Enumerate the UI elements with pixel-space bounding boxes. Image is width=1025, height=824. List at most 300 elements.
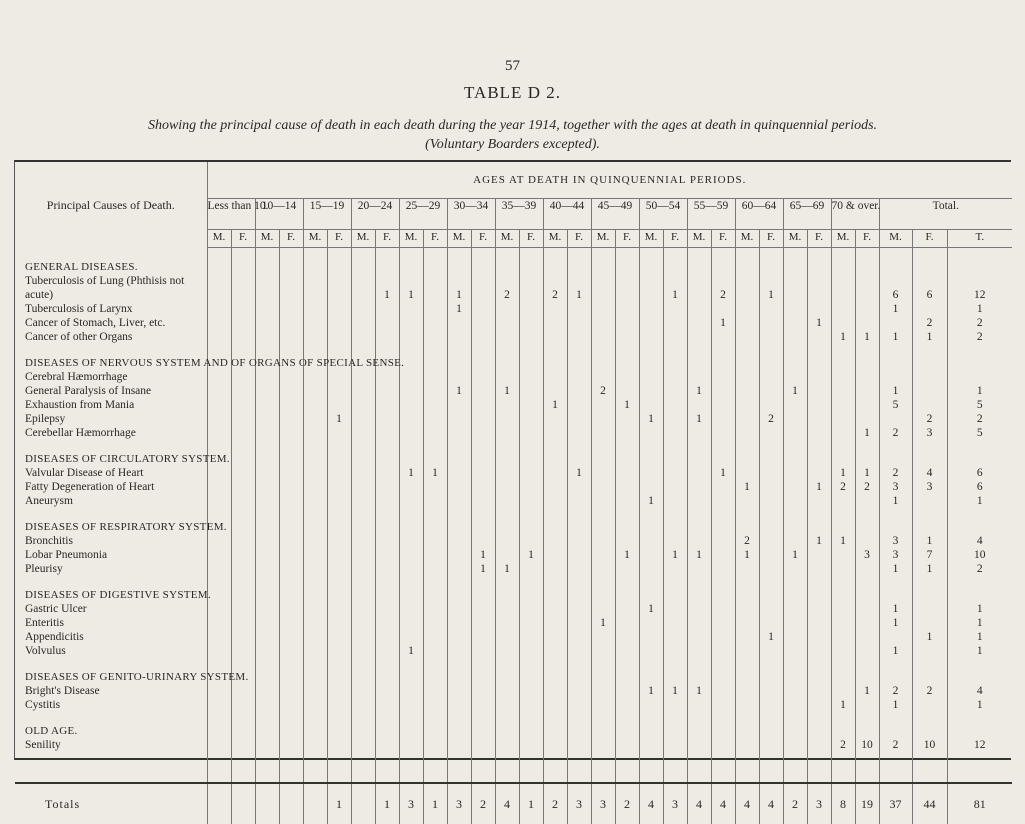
gap-cell [471, 248, 495, 261]
gap-cell [471, 712, 495, 724]
table-cell [735, 452, 759, 466]
table-cell [255, 494, 279, 508]
table-cell [711, 724, 735, 738]
table-cell [639, 670, 663, 684]
table-cell [807, 288, 831, 302]
table-cell [207, 274, 231, 288]
age-group-header: Less than 10. [207, 199, 255, 230]
table-cell [399, 588, 423, 602]
table-cell [231, 534, 255, 548]
gap-cell [327, 712, 351, 724]
gap-cell [375, 752, 399, 783]
gap-cell [947, 508, 1012, 520]
table-cell [279, 302, 303, 316]
table-cell [831, 384, 855, 398]
table-cell [303, 398, 327, 412]
total-header: Total. [879, 199, 1012, 230]
table-cell [303, 548, 327, 562]
table-cell [423, 520, 447, 534]
gap-cell [207, 658, 231, 670]
table-cell: 1 [447, 288, 471, 302]
gap-cell [351, 440, 375, 452]
table-cell [495, 616, 519, 630]
table-cell [783, 452, 807, 466]
table-cell [783, 724, 807, 738]
table-cell [807, 452, 831, 466]
table-cell [351, 316, 375, 330]
table-cell [591, 644, 615, 658]
table-cell [351, 588, 375, 602]
table-cell [399, 260, 423, 274]
gap-cell [711, 752, 735, 783]
gap-cell [639, 508, 663, 520]
table-cell [543, 548, 567, 562]
table-cell [591, 370, 615, 384]
table-cell [615, 670, 639, 684]
table-cell [567, 670, 591, 684]
table-cell [447, 520, 471, 534]
table-cell: 3 [879, 480, 912, 494]
table-cell [375, 588, 399, 602]
table-cell [279, 384, 303, 398]
table-cell [207, 412, 231, 426]
table-cell [495, 698, 519, 712]
table-cell [399, 562, 423, 576]
table-cell [351, 288, 375, 302]
gap-cell [375, 344, 399, 356]
table-cell [759, 370, 783, 384]
table-cell [375, 330, 399, 344]
table-cell [783, 534, 807, 548]
table-cell [567, 480, 591, 494]
table-cell [735, 520, 759, 534]
table-cell [711, 588, 735, 602]
table-cell: 1 [807, 316, 831, 330]
table-cell [207, 370, 231, 384]
table-row [15, 602, 1012, 616]
gap-cell [279, 658, 303, 670]
gap-cell [351, 248, 375, 261]
gap-cell [591, 344, 615, 356]
section-title: OLD AGE. [25, 725, 78, 737]
table-cell: 1 [759, 630, 783, 644]
table-cell [567, 316, 591, 330]
table-cell [303, 698, 327, 712]
section-title-row [15, 260, 1012, 274]
gap-cell [447, 440, 471, 452]
table-cell [912, 398, 947, 412]
gap-cell [351, 508, 375, 520]
table-cell [231, 630, 255, 644]
table-cell: 1 [831, 698, 855, 712]
table-cell [639, 302, 663, 316]
cause-label: Enteritis [25, 617, 64, 629]
table-cell: 1 [423, 466, 447, 480]
table-cell [207, 616, 231, 630]
male-header: M. [207, 230, 231, 248]
table-cell [375, 724, 399, 738]
table-cell [663, 384, 687, 398]
table-cell [912, 274, 947, 288]
table-cell [495, 644, 519, 658]
table-cell [351, 698, 375, 712]
table-cell [831, 562, 855, 576]
table-cell [783, 630, 807, 644]
gap-cell [543, 440, 567, 452]
table-cell [375, 412, 399, 426]
gap-cell [879, 712, 912, 724]
table-cell: 1 [687, 684, 711, 698]
male-header: M. [639, 230, 663, 248]
table-cell [327, 316, 351, 330]
table-cell: 1 [912, 630, 947, 644]
table-cell [399, 452, 423, 466]
table-cell [687, 466, 711, 480]
gap-cell [831, 344, 855, 356]
table-cell [279, 466, 303, 480]
table-cell [423, 274, 447, 288]
cause-label: Cancer of other Organs [25, 331, 133, 343]
table-cell [471, 724, 495, 738]
table-cell [759, 480, 783, 494]
table-cell [615, 330, 639, 344]
table-cell [423, 330, 447, 344]
table-cell [471, 288, 495, 302]
table-cell [947, 520, 1012, 534]
table-cell [711, 602, 735, 616]
table-cell [447, 630, 471, 644]
section-title: DISEASES OF CIRCULATORY SYSTEM. [25, 453, 230, 465]
table-cell [375, 698, 399, 712]
gap-cell [879, 248, 912, 261]
table-cell [687, 288, 711, 302]
table-cell [687, 398, 711, 412]
gap-cell [231, 712, 255, 724]
gap-cell [663, 752, 687, 783]
table-cell [399, 330, 423, 344]
gap-cell [615, 576, 639, 588]
gap-cell [783, 712, 807, 724]
table-cell: 1 [495, 562, 519, 576]
table-cell [807, 684, 831, 698]
table-cell: 2 [831, 738, 855, 752]
table-cell [231, 274, 255, 288]
male-header: M. [351, 230, 375, 248]
table-cell [495, 302, 519, 316]
table-cell [399, 616, 423, 630]
gap-cell [591, 658, 615, 670]
table-cell: 12 [947, 288, 1012, 302]
table-cell [567, 398, 591, 412]
table-cell [831, 398, 855, 412]
table-cell: 2 [855, 480, 879, 494]
table-cell [255, 602, 279, 616]
table-cell [447, 260, 471, 274]
table-cell [303, 412, 327, 426]
table-cell [591, 316, 615, 330]
table-cell [615, 684, 639, 698]
gap-cell [255, 508, 279, 520]
table-cell [783, 480, 807, 494]
gap-cell [207, 344, 231, 356]
table-cell [495, 260, 519, 274]
table-cell [519, 644, 543, 658]
gap-cell [255, 658, 279, 670]
gap-cell [855, 752, 879, 783]
table-cell [231, 494, 255, 508]
gap-cell [303, 248, 327, 261]
table-row [15, 412, 1012, 426]
gap-cell [591, 712, 615, 724]
table-cell [327, 466, 351, 480]
gap-cell [567, 440, 591, 452]
table-cell [855, 644, 879, 658]
table-cell [231, 588, 255, 602]
table-cell [423, 480, 447, 494]
table-cell [567, 452, 591, 466]
table-cell [855, 398, 879, 412]
table-cell [231, 426, 255, 440]
table-cell [663, 494, 687, 508]
gap-cell [591, 440, 615, 452]
table-cell [279, 330, 303, 344]
table-cell [279, 494, 303, 508]
table-cell [567, 426, 591, 440]
table-cell [399, 698, 423, 712]
table-cell [303, 494, 327, 508]
gap-cell [759, 344, 783, 356]
age-group-header: 60—64 [735, 199, 783, 230]
table-cell [912, 356, 947, 370]
table-cell [735, 330, 759, 344]
gap-cell [375, 508, 399, 520]
table-cell [759, 494, 783, 508]
gap-cell [399, 248, 423, 261]
table-cell: 3 [879, 548, 912, 562]
table-cell [947, 274, 1012, 288]
table-cell [543, 562, 567, 576]
table-cell [759, 616, 783, 630]
table-cell [687, 562, 711, 576]
table-cell: 4 [687, 783, 711, 824]
female-header: F. [279, 230, 303, 248]
table-cell: 1 [912, 534, 947, 548]
table-cell: 2 [471, 783, 495, 824]
table-cell: 2 [711, 288, 735, 302]
table-cell [423, 534, 447, 548]
table-cell [351, 452, 375, 466]
section-title: DISEASES OF NERVOUS SYSTEM AND OF ORGANS OF SPECIAL SENSE. [25, 357, 405, 369]
table-cell [303, 302, 327, 316]
gap-cell [615, 712, 639, 724]
table-cell [519, 684, 543, 698]
table-cell [519, 698, 543, 712]
table-cell [879, 724, 912, 738]
gap-cell [615, 658, 639, 670]
table-cell [327, 480, 351, 494]
table-cell [615, 616, 639, 630]
table-cell [567, 588, 591, 602]
gap-cell [735, 712, 759, 724]
gap-cell [912, 752, 947, 783]
table-cell: 1 [639, 684, 663, 698]
table-cell [912, 644, 947, 658]
gap-cell [807, 440, 831, 452]
table-cell [591, 588, 615, 602]
table-row [15, 274, 1012, 288]
table-cell [495, 494, 519, 508]
gap-cell [711, 658, 735, 670]
table-cell [255, 738, 279, 752]
gap-cell [687, 752, 711, 783]
table-cell [279, 316, 303, 330]
table-cell [855, 412, 879, 426]
table-cell [327, 370, 351, 384]
age-group-header: 30—34 [447, 199, 495, 230]
table-cell [687, 520, 711, 534]
gap-cell [759, 658, 783, 670]
table-cell [447, 412, 471, 426]
table-cell [231, 260, 255, 274]
table-cell [783, 602, 807, 616]
table-cell [663, 466, 687, 480]
table-cell [519, 466, 543, 480]
gap-cell [687, 576, 711, 588]
table-cell [519, 494, 543, 508]
table-cell [831, 412, 855, 426]
table-cell [567, 738, 591, 752]
total-total-header: T. [947, 230, 1012, 248]
table-cell [807, 412, 831, 426]
gap-cell [327, 658, 351, 670]
table-cell [399, 274, 423, 288]
table-cell [447, 602, 471, 616]
table-cell [207, 288, 231, 302]
table-cell: 10 [855, 738, 879, 752]
male-header: M. [447, 230, 471, 248]
table-cell [351, 260, 375, 274]
table-cell: 1 [495, 384, 519, 398]
table-cell [375, 384, 399, 398]
gap-cell [807, 248, 831, 261]
table-row [15, 562, 1012, 576]
table-cell: 1 [947, 644, 1012, 658]
gap-cell [831, 440, 855, 452]
table-cell [855, 494, 879, 508]
table-cell [759, 274, 783, 288]
table-cell [735, 356, 759, 370]
gap-cell [519, 752, 543, 783]
table-cell [663, 534, 687, 548]
table-cell [687, 644, 711, 658]
table-cell [447, 644, 471, 658]
table-cell [471, 520, 495, 534]
table-cell [327, 616, 351, 630]
table-cell [711, 548, 735, 562]
age-group-header: 40—44 [543, 199, 591, 230]
table-cell [783, 520, 807, 534]
section-gap [15, 508, 1012, 520]
table-cell [567, 644, 591, 658]
table-cell [759, 260, 783, 274]
table-cell [567, 302, 591, 316]
table-cell [855, 288, 879, 302]
table-cell: 5 [947, 426, 1012, 440]
table-cell [879, 452, 912, 466]
table-cell [759, 398, 783, 412]
table-cell [663, 724, 687, 738]
table-cell: 1 [783, 384, 807, 398]
male-header: M. [255, 230, 279, 248]
table-cell [327, 644, 351, 658]
gap-cell [399, 440, 423, 452]
table-cell [255, 288, 279, 302]
table-cell [447, 698, 471, 712]
table-cell [327, 260, 351, 274]
table-cell [831, 494, 855, 508]
table-cell [543, 602, 567, 616]
table-cell [567, 384, 591, 398]
gap-cell [807, 576, 831, 588]
table-cell [591, 630, 615, 644]
gap-cell [375, 658, 399, 670]
table-cell: 1 [687, 384, 711, 398]
gap-cell [783, 344, 807, 356]
table-cell [735, 670, 759, 684]
table-cell [759, 534, 783, 548]
gap-cell [519, 508, 543, 520]
gap-cell [947, 712, 1012, 724]
table-cell [807, 384, 831, 398]
table-cell [735, 260, 759, 274]
table-cell [543, 684, 567, 698]
gap-cell [879, 344, 912, 356]
table-cell [783, 644, 807, 658]
table-cell [279, 562, 303, 576]
table-cell: 6 [879, 288, 912, 302]
table-cell [543, 370, 567, 384]
table-cell [207, 384, 231, 398]
table-cell [711, 452, 735, 466]
table-cell [447, 426, 471, 440]
section-title: DISEASES OF DIGESTIVE SYSTEM. [25, 589, 211, 601]
table-cell [303, 260, 327, 274]
table-cell [423, 616, 447, 630]
table-cell [639, 398, 663, 412]
gap-cell [231, 658, 255, 670]
gap-cell [759, 440, 783, 452]
table-cell [831, 260, 855, 274]
table-cell [447, 588, 471, 602]
table-cell [783, 356, 807, 370]
table-cell [471, 588, 495, 602]
age-group-header: 25—29 [399, 199, 447, 230]
female-header: F. [711, 230, 735, 248]
gap-cell [783, 658, 807, 670]
gap-cell [15, 576, 207, 588]
gap-cell [687, 508, 711, 520]
section-gap [15, 658, 1012, 670]
table-cell [255, 562, 279, 576]
cause-label: Cystitis [25, 699, 61, 711]
table-cell [879, 316, 912, 330]
table-cell [807, 426, 831, 440]
gap-cell [15, 440, 207, 452]
table-cell [399, 480, 423, 494]
table-cell: 44 [912, 783, 947, 824]
table-cell [351, 562, 375, 576]
table-cell [759, 330, 783, 344]
